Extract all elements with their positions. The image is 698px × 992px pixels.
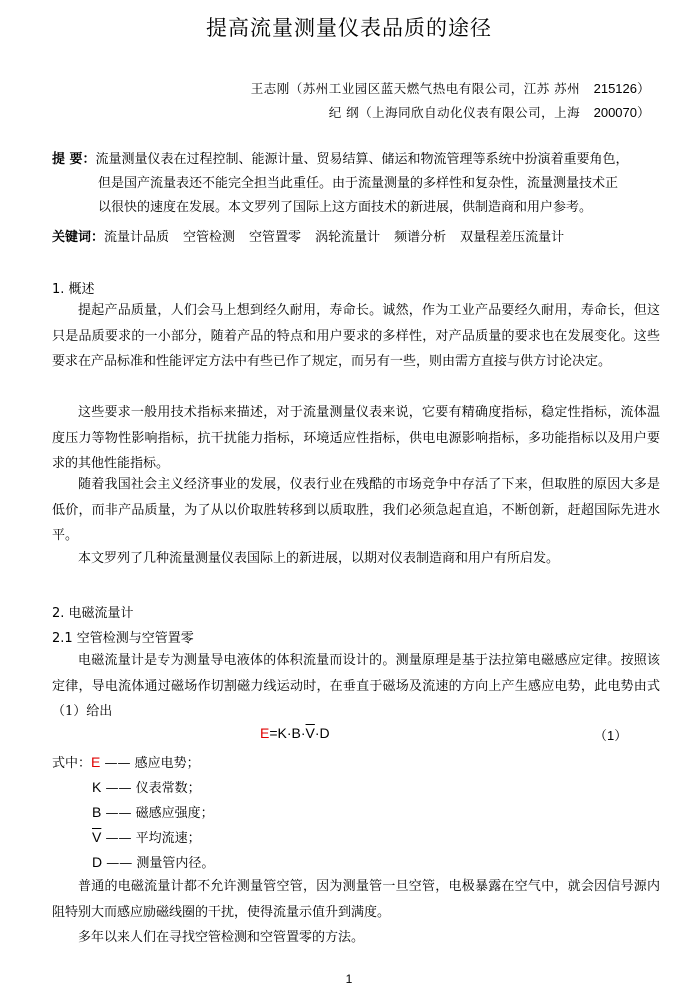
- keyword: 涡轮流量计: [315, 230, 381, 245]
- page-number: 1: [345, 972, 353, 986]
- abstract-line-1: 提 要：流量测量仪表在过程控制、能源计量、贸易结算、储运和物流管理等系统中扮演着重要角色，: [52, 152, 629, 167]
- keywords-label: 关键词：: [52, 230, 105, 245]
- formula-1: $E=K\cdot B\cdot\overline{V}\cdot D$: [260, 725, 330, 741]
- abstract-line-3: 以很快的速度在发展。本文罗列了国际上这方面技术的新进展，供制造商和用户参考。: [98, 200, 593, 215]
- section-2-paragraph-1: 电磁流量计是专为测量导电液体的体积流量而设计的。测量原理是基于法拉第电磁感应定律。按照该定律，导电流体通过磁场作切割磁力线运动时，在垂直于磁场及流速的方向上产生感应电势，此电势由式（1）给出: [52, 653, 660, 719]
- author-line-1: [251, 78, 650, 97]
- mean-velocity-symbol: $\overline{V}$: [305, 725, 315, 741]
- abstract-line-2: 但是国产流量表还不能完全担当此重任。由于流量测量的多样性和复杂性，流量测量技术正: [98, 176, 619, 191]
- section-2-heading: 2. 电磁流量计: [52, 606, 134, 621]
- author-1-text: 王志刚（苏州工业园区蓝天燃气热电有限公司，江苏 苏州: [250, 81, 581, 96]
- section-2-1-heading: 2.1 空管检测与空管置零: [52, 631, 194, 646]
- keywords: [52, 226, 672, 245]
- where-label: 式中：: [52, 756, 92, 771]
- section-1-paragraph-4: 本文罗列了几种流量测量仪表国际上的新进展，以期对仪表制造商和用户有所启发。: [78, 551, 560, 566]
- author-1-code: 215126）: [593, 81, 650, 96]
- author-2-text: 纪 纲（上海同欣自动化仪表有限公司，上海: [328, 105, 581, 120]
- section-1-paragraph-1: 提起产品质量，人们会马上想到经久耐用，寿命长。诚然，作为工业产品要经久耐用，寿命长，但这只是品质要求的一小部分，随着产品的特点和用户要求的多样性，对产品质量的要求也在发展变化。这些要求在产品标准和性能评定方法中有些已作了规定，而另有一些，则由需方直接与供方讨论决定。: [52, 303, 660, 369]
- definition-b: B —— 磁感应强度；: [92, 804, 214, 821]
- document-title: 提高流量测量仪表品质的途径: [206, 16, 492, 40]
- section-1-paragraph-2: 这些要求一般用技术指标来描述，对于流量测量仪表来说，它要有精确度指标，稳定性指标，流体温度压力等物性影响指标，抗干扰能力指标，环境适应性指标，供电电源影响指标，多功能指标以及用户要求的其他性能指标。: [52, 405, 660, 471]
- definition-d: D —— 测量管内径。: [92, 854, 215, 871]
- keyword: 空管置零: [249, 230, 302, 245]
- keyword: 空管检测: [183, 230, 236, 245]
- section-2-paragraph-3: 多年以来人们在寻找空管检测和空管置零的方法。: [78, 930, 365, 945]
- formula-number: （1）: [594, 728, 628, 743]
- formula-lhs: E: [260, 725, 270, 741]
- abstract: [52, 148, 662, 220]
- definition-k: K —— 仪表常数；: [92, 779, 201, 796]
- section-2-paragraph-2: 普通的电磁流量计都不允许测量管空管，因为测量管一旦空管，电极暴露在空气中，就会因信号源内阻特别大而感应励磁线圈的干扰，使得流量示值升到满度。: [52, 879, 660, 920]
- keyword: 流量计品质: [104, 230, 170, 245]
- author-line-2: [329, 102, 650, 121]
- definition-v: $\overline{V}$ —— 平均流速；: [92, 829, 201, 846]
- keyword: 频谱分析: [394, 230, 447, 245]
- author-2-code: 200070）: [593, 105, 650, 120]
- keyword: 双量程差压流量计: [460, 230, 565, 245]
- section-1-heading: 1. 概述: [52, 282, 95, 297]
- section-1-paragraph-3: 随着我国社会主义经济事业的发展，仪表行业在残酷的市场竞争中存活了下来，但取胜的原因大多是低价，而非产品质量，为了从以价取胜转移到以质取胜，我们必须急起直追，不断创新，赶超国际先进水平。: [52, 477, 660, 543]
- abstract-label: 提 要：: [52, 152, 96, 167]
- definition-e: 式中：E —— 感应电势；: [52, 754, 200, 771]
